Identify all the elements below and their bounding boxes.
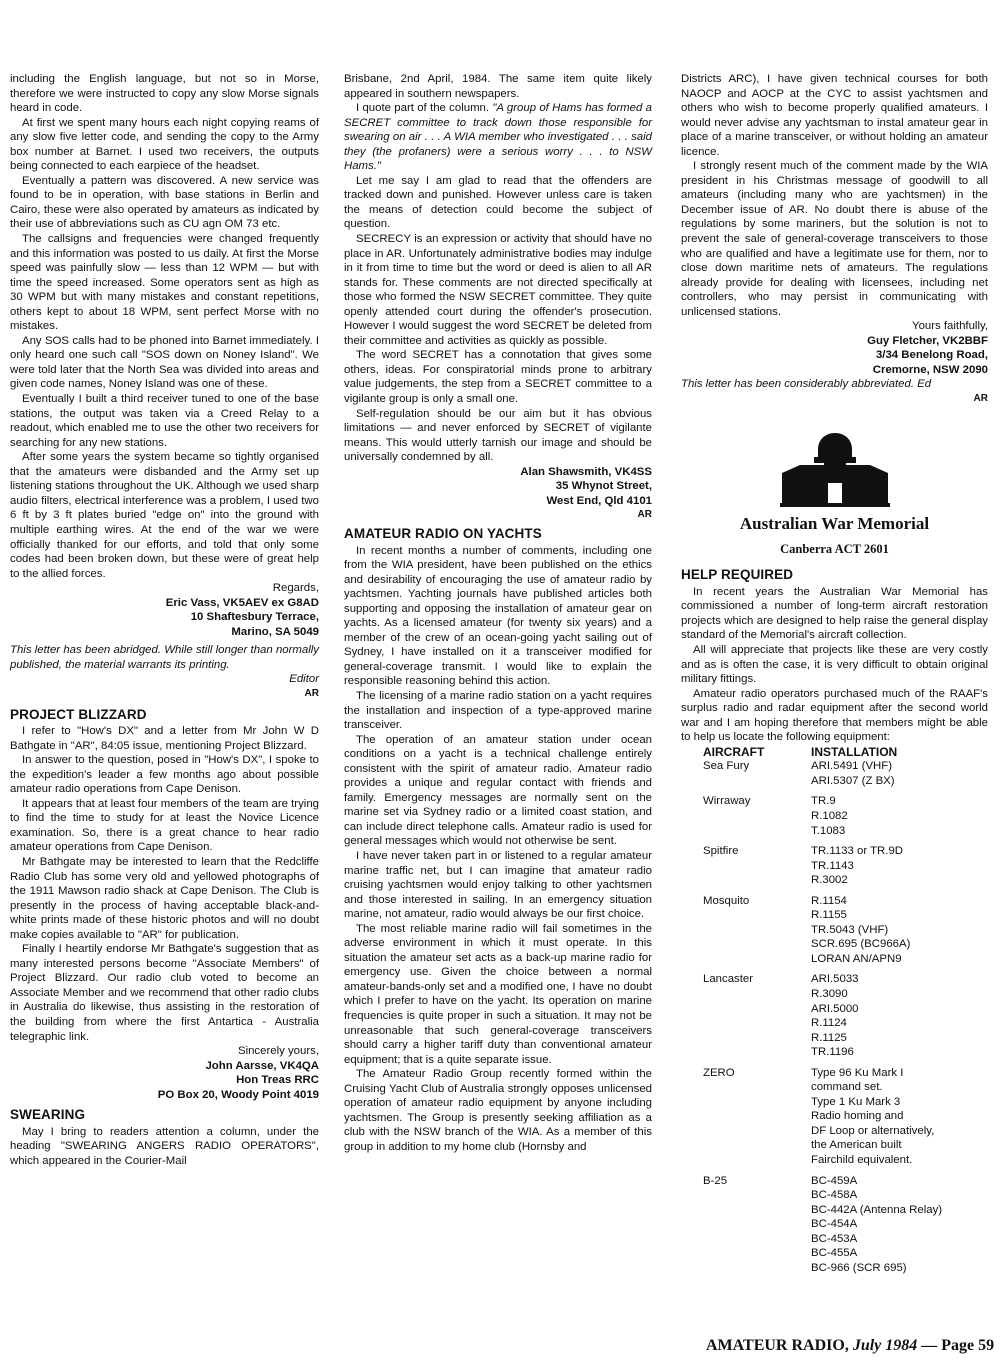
- installation-item: SCR.695 (BC966A): [811, 938, 911, 951]
- table-row: [703, 966, 942, 1059]
- installation-item: BC-459A: [811, 1174, 858, 1187]
- paragraph: I have never taken part in or listened to a regular amateur marine traffic net, but I can imagine that amateur radio cruising yachtsmen would enjoy talking to other yachtsmen and those interested in sailing. In an emergency situation marine, not amateur, radio would always be our first choice.: [344, 849, 652, 921]
- author-address: Marino, SA 5049: [231, 625, 319, 638]
- table-row: [703, 788, 942, 838]
- sign-off: Sincerely yours,: [237, 1045, 319, 1058]
- paragraph: At first we spent many hours each night copying reams of any slow five letter code, and sending the copy to the Army box number at Barnet. I used two receivers, the outputs being connected to each earpiece of the headset.: [10, 116, 319, 173]
- paragraph: Mr Bathgate may be interested to learn that the Redcliffe Radio Club has some very old and yellowed photographs of the 1911 Mawson radio shack at Cape Denison. The Club is presently in the process of having acceptable black-and-white prints made of these historic photos and will no doubt make copies available to "AR" for publication.: [10, 855, 319, 941]
- aircraft-cell: Sea Fury: [703, 760, 750, 773]
- paragraph: Let me say I am glad to read that the offenders are tracked down and punished. However unless care is taken the means of detection could become the subject of question.: [344, 174, 652, 231]
- installation-item: BC-453A: [811, 1232, 858, 1245]
- installation-item: ARI.5000: [811, 1002, 859, 1015]
- author-name: John Aarsse, VK4QA: [205, 1059, 319, 1072]
- editor-note: This letter has been abridged. While still longer than normally published, the material warrants its printing.: [10, 644, 319, 671]
- paragraph: Eventually a pattern was discovered. A new service was found to be in operation, with base stations in Berlin and Cairo, these were also operated by amateurs as indicated by their use of abbreviations such as CU agn OM 73 etc.: [10, 174, 319, 231]
- section-heading: HELP REQUIRED: [681, 567, 794, 583]
- installation-item: BC-455A: [811, 1247, 858, 1260]
- organisation-address: Canberra ACT 2601: [780, 541, 889, 556]
- sign-off: Regards,: [272, 582, 319, 595]
- section-heading: PROJECT BLIZZARD: [10, 706, 147, 722]
- ar-mark: AR: [304, 687, 319, 699]
- paragraph: The callsigns and frequencies were changed frequently and this information was posted to us daily. At first the Morse speed was painfully slow — less than 12 WPM — but with time the speed increased. Some operators sent as high as 30 WPM but with many mistakes and constant repetitions, others kept to about 18 WPM, sent perfect Morse with no mistakes.: [10, 233, 319, 333]
- page-footer: [706, 1337, 994, 1355]
- paragraph: Districts ARC), I have given technical courses for both NAOCP and AOCP at the CYC to assist yachtsmen and others who wish to become properly qualified amateurs. I would never advise any yachtsman to instal amateur gear in place of a marine transceiver, or without holding an amateur licence.: [681, 73, 988, 158]
- ar-mark: AR: [637, 509, 652, 521]
- column-header-aircraft: AIRCRAFT: [703, 744, 765, 759]
- paragraph: Any SOS calls had to be phoned into Barnet immediately. I only heard one such call "SOS down on Noney Island". We were told later that the North Sea was divided into areas and given code names, Noney Island was one of these.: [10, 334, 319, 391]
- paragraph: I strongly resent much of the comment made by the WIA president in his Christmas message of goodwill to all amateurs (including many who are yachtsmen) in the December issue of AR. No doubt there is abuse of the regulations by some mariners, but the solution is not to prevent the sale of general-coverage transceivers to those who are qualified and have a legitimate use for them, nor to close down maritime nets of amateurs. The regulations already provide for dealing with licensees, including net controllers, who may persist in communicating with unlicensed stations.: [681, 160, 988, 318]
- organisation-name: Australian War Memorial: [739, 514, 930, 534]
- issue-date: July 1984: [852, 1337, 918, 1354]
- installation-cell: [811, 838, 942, 888]
- author-address: 35 Whynot Street,: [555, 480, 652, 493]
- aircraft-cell: Lancaster: [703, 973, 754, 986]
- paragraph: After some years the system became so tightly organised that the amateurs were disbanded and the Army set up listening stations throughout the UK. Although we used sharp audio filters, electrical interference was a problem, I used two 6 ft by 3 ft plates buried "edge on" into the ground with multiple earthing wires. At the end of the war we were officially thanked for our efforts, and told that only some codes had been broken down, but these were of great help to the allied forces.: [10, 451, 319, 580]
- signature-block: [681, 319, 988, 377]
- paragraph: Amateur radio operators purchased much of the RAAF's surplus radio and radar equipment after the second world war and I am hoping therefore that members might be able to help us locate the following equipment:: [681, 687, 988, 744]
- author-address: Cremorne, NSW 2090: [872, 363, 988, 376]
- paragraph: In recent years the Australian War Memorial has commissioned a number of long-term aircraft restoration projects which are designed to help raise the general display standard of the Memorial's aircraft collection.: [681, 585, 988, 642]
- paragraph: The Amateur Radio Group recently formed within the Cruising Yacht Club of Australia strongly opposes unlicensed operation of amateur radio equipment by anyone including yachtsmen. The Group is presently seeking affiliation as a club with the NSW branch of the WIA. As a member of this group in addition to my home club (Hornsby and: [344, 1068, 652, 1153]
- author-address: West End, Qld 4101: [546, 494, 652, 507]
- paragraph: The licensing of a marine radio station on a yacht requires the installation and inspection of a type-approved marine transceiver.: [344, 689, 652, 732]
- installation-item: BC-458A: [811, 1189, 858, 1202]
- ar-mark: AR: [973, 393, 988, 405]
- installation-item: R.1154: [811, 894, 847, 907]
- paragraph: In recent months a number of comments, including one from the WIA president, have been published on the ethics and desirability of encouraging the use of amateur radio by yachtsmen. Yachting journals have published articles both supporting and opposing the installation of amateur gear on yachts. As a licensed amateur (for twenty six years) and a member of the crew of an ocean-going yacht sailing out of Sydney, I have installed on it a transceiver modified for general-coverage transmit. I would like to explain the responsible reasoning behind this action.: [344, 544, 652, 688]
- signature-block: [10, 1044, 319, 1102]
- installation-item: BC-442A (Antenna Relay): [811, 1203, 943, 1216]
- installation-cell: [811, 759, 942, 788]
- author-name: Eric Vass, VK5AEV ex G8AD: [165, 596, 319, 609]
- installation-item: ARI.5307 (Z BX): [811, 774, 895, 787]
- page-number: — Page 59: [917, 1337, 995, 1354]
- installation-item: command set.: [811, 1081, 883, 1094]
- installation-cell: [811, 1060, 942, 1168]
- author-name: Alan Shawsmith, VK4SS: [520, 465, 652, 478]
- war-memorial-building-icon: [780, 429, 890, 509]
- installation-item: LORAN AN/APN9: [811, 952, 902, 965]
- installation-item: Radio homing and: [811, 1110, 904, 1123]
- section-heading: SWEARING: [10, 1107, 86, 1123]
- column-2: [344, 72, 652, 1154]
- installation-item: TR.1133 or TR.9D: [811, 845, 904, 858]
- aircraft-cell: B-25: [703, 1174, 728, 1187]
- aircraft-cell: Mosquito: [703, 894, 750, 907]
- author-name: Guy Fletcher, VK2BBF: [867, 334, 988, 347]
- section-heading: AMATEUR RADIO ON YACHTS: [344, 525, 542, 541]
- war-memorial-logo: [681, 429, 988, 514]
- paragraph: including the English language, but not so in Morse, therefore we were instructed to copy any slow Morse signals heard in code.: [10, 73, 319, 115]
- installation-item: R.1155: [811, 909, 847, 922]
- installation-cell: [811, 788, 942, 838]
- paragraph: Finally I heartily endorse Mr Bathgate's suggestion that as many interested persons become "Associate Members" of Project Blizzard. Our radio club voted to become an Associate Member and we recommend that other radio clubs in Australia do likewise, thus assisting in the restoration of the building from where the first Antartica - Australia telegraphic link.: [10, 943, 319, 1043]
- installation-item: R.1125: [811, 1031, 847, 1044]
- paragraph: I refer to "How's DX" and a letter from Mr John W D Bathgate in "AR", 84:05 issue, mentioning Project Blizzard.: [10, 725, 319, 752]
- installation-item: Type 96 Ku Mark I: [811, 1066, 904, 1079]
- installation-item: ARI.5491 (VHF): [811, 760, 893, 773]
- sign-off: Yours faithfully,: [912, 320, 988, 333]
- paragraph: The operation of an amateur station under ocean conditions on a yacht is a technical challenge entirely consistent with the spirit of amateur radio. Amateur radio provides a unique and regular contact with friends and family. Emergency messages are normally sent on the marine set via Sydney radio or a limited coast station, and can include direct telephone calls. Amateur radio is used for general messages which would not otherwise be sent.: [344, 733, 652, 848]
- installation-item: TR.1143: [811, 859, 854, 872]
- installation-item: T.1083: [811, 824, 846, 837]
- quoted-text: "A group of Hams has formed a SECRET committee to track down those responsible for swearing on air . . . A WIA member who investigated . . . said they (the profaners) were a serious worry . . . to NSW Hams.": [344, 102, 652, 173]
- table-row: [703, 838, 942, 888]
- paragraph: All will appreciate that projects like these are very costly and as is often the case, it is very difficult to obtain original military fittings.: [681, 643, 988, 686]
- aircraft-cell: Spitfire: [703, 845, 739, 858]
- installation-item: Fairchild equivalent.: [811, 1154, 913, 1166]
- installation-item: DF Loop or alternatively,: [811, 1124, 935, 1137]
- installation-item: R.1082: [811, 809, 848, 822]
- table-row: [703, 759, 942, 788]
- table-row: [703, 1168, 942, 1276]
- column-header-installation: INSTALLATION: [811, 744, 898, 759]
- installation-cell: [811, 1168, 942, 1276]
- equipment-table-body: [703, 759, 942, 1275]
- author-address: 3/34 Benelong Road,: [875, 349, 988, 362]
- quote-intro: I quote part of the column.: [356, 102, 493, 115]
- editor-label: Editor: [289, 673, 319, 686]
- author-address: 10 Shaftesbury Terrace,: [190, 611, 319, 624]
- installation-item: TR.9: [811, 795, 836, 808]
- installation-item: TR.5043 (VHF): [811, 923, 889, 936]
- aircraft-cell: Wirraway: [703, 795, 751, 808]
- paragraph: It appears that at least four members of the team are trying to find the time to study for at least the Novice Licence examination. So, there is a great chance to hear radio amateur operations from Cape Denison.: [10, 797, 319, 854]
- installation-item: Type 1 Ku Mark 3: [811, 1095, 901, 1108]
- installation-cell: [811, 888, 942, 967]
- paragraph: [344, 101, 652, 174]
- author-address: PO Box 20, Woody Point 4019: [157, 1088, 319, 1101]
- table-row: [703, 1060, 942, 1168]
- signature-block: [10, 581, 319, 639]
- installation-item: the American built: [811, 1139, 902, 1152]
- paragraph: The most reliable marine radio will fail sometimes in the adverse environment in which it must operate. In this situation the amateur set acts as a back-up marine radio for emergency use. Given the choice between a normal amateur-bands-only set and a modified one, I have no doubt which I prefer to have on the yacht. Its operation on marine frequencies is quite proper in such a situation. It may not be unreasonable that such general-coverage transceivers should carry a higher tariff duty than conventional amateur equipment; that is a quite separate issue.: [344, 922, 652, 1066]
- aircraft-cell: ZERO: [703, 1066, 735, 1079]
- editor-note: This letter has been considerably abbreviated. Ed: [681, 378, 932, 391]
- paragraph: May I bring to readers attention a column, under the heading "SWEARING ANGERS RADIO OPERATORS", which appeared in the Courier-Mail: [10, 1125, 319, 1167]
- equipment-table: [703, 745, 942, 1276]
- publication-name: AMATEUR RADIO,: [706, 1337, 853, 1354]
- installation-item: ARI.5033: [811, 973, 859, 986]
- author-title: Hon Treas RRC: [236, 1074, 319, 1087]
- signature-block: [344, 465, 652, 509]
- installation-item: R.3002: [811, 874, 848, 887]
- installation-item: TR.1196: [811, 1046, 854, 1059]
- table-row: [703, 888, 942, 967]
- installation-item: R.1124: [811, 1017, 847, 1030]
- column-1: [10, 72, 319, 1168]
- column-3: [681, 72, 988, 1275]
- paragraph: Self-regulation should be our aim but it has obvious limitations — and never enforced by SECRET of vigilante means. This would utterly tarnish our image and should be universally condemned by all.: [344, 407, 652, 464]
- paragraph: Eventually I built a third receiver tuned to one of the base stations, the output was taken via a Creed Relay to a readout, which enabled me to use the other two receivers for searching for any new stations.: [10, 393, 319, 449]
- paragraph: Brisbane, 2nd April, 1984. The same item quite likely appeared in southern newspapers.: [344, 73, 652, 100]
- paragraph: SECRECY is an expression or activity that should have no place in AR. Unfortunately administrative bodies may indulge in it from time to time but the word or deed is alien to all AR stands for. These comments are not directed specifically at those who formed the NSW SECRET committee. They quite openly attended court during the offender's prosecution. However I would suggest the word SECRET be deleted from their committee and activities as quickly as possible.: [344, 233, 652, 347]
- installation-item: BC-454A: [811, 1218, 858, 1231]
- installation-cell: [811, 966, 942, 1059]
- paragraph: The word SECRET has a connotation that gives some others, ideas. For conspiratorial minds prone to arbitrary value judgements, the step from a SECRET committee to a vigilante group is only a small one.: [344, 349, 652, 406]
- installation-item: BC-966 (SCR 695): [811, 1261, 907, 1274]
- installation-item: R.3090: [811, 987, 848, 1000]
- paragraph: In answer to the question, posed in "How's DX", I spoke to the expedition's leader a few months ago about possible amateur radio operations from Cape Denison.: [10, 754, 319, 796]
